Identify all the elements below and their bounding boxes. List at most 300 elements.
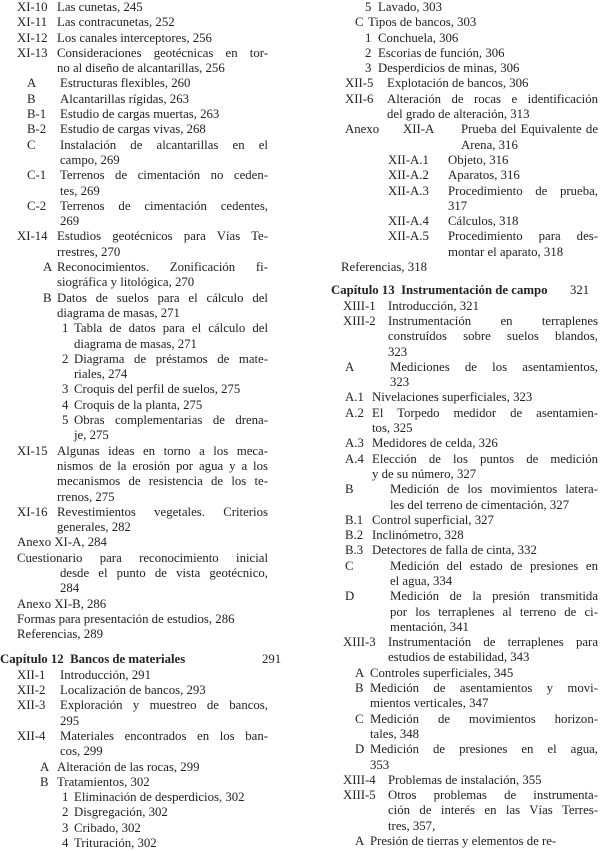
toc-entry[interactable] <box>0 76 268 91</box>
entry-line: no al diseño de alcantarillas, 256 <box>57 61 225 76</box>
entry-number: 3 <box>62 820 69 835</box>
toc-entry[interactable] <box>0 107 268 122</box>
toc-entry[interactable] <box>0 92 268 107</box>
entry-line: Introducción, 291 <box>60 667 151 682</box>
toc-entry[interactable] <box>0 413 268 444</box>
entry-line: Conchuela, 306 <box>378 30 459 45</box>
entry-line: Inclinómetro, 328 <box>372 528 464 543</box>
entry-line: Croquis de la planta, 275 <box>74 397 203 412</box>
entry-line: Reconocimientos. Zonificación fi- <box>57 260 268 275</box>
entry-number: 3 <box>62 382 69 397</box>
entry-title <box>57 15 268 30</box>
entry-line: Terrenos de cimentación cedentes, <box>60 198 268 213</box>
entry-number: B.3 <box>345 543 364 558</box>
toc-left-column <box>0 0 282 851</box>
entry-line: Escorias de función, 306 <box>378 45 505 60</box>
entry-number: 2 <box>365 45 372 60</box>
entry-title <box>57 505 268 536</box>
entry-line: Datos de suelos para el cálculo del <box>57 290 268 305</box>
entry-line: Medición del estado de presiones en <box>390 558 598 573</box>
entry-line: Medición de la presión transmitida <box>390 589 598 604</box>
toc-entry[interactable] <box>330 513 598 528</box>
chapter-heading[interactable] <box>330 283 598 298</box>
entry-title <box>388 299 598 314</box>
entry-line: tes, 269 <box>60 183 100 198</box>
entry-number: 1 <box>62 790 69 805</box>
toc-entry[interactable] <box>330 46 598 61</box>
toc-entry[interactable] <box>0 627 268 642</box>
entry-line: Tabla de datos para el cálculo del <box>74 321 268 336</box>
entry-line: Disgregación, 302 <box>74 805 168 820</box>
toc-entry[interactable] <box>0 199 268 230</box>
toc-entry[interactable] <box>330 742 598 773</box>
entry-title <box>57 444 268 505</box>
entry-line: Cuestionario para reconocimiento inicial <box>17 550 268 565</box>
entry-line: Objeto, 316 <box>448 152 509 167</box>
entry-title <box>60 92 268 107</box>
entry-number: 1 <box>62 321 69 336</box>
entry-line: Alteración de las rocas, 299 <box>57 759 200 774</box>
entry-line: Obras complementarias de drena- <box>74 413 268 428</box>
entry-title <box>372 543 598 558</box>
entry-line: 317 <box>448 198 468 213</box>
entry-title <box>387 76 598 91</box>
toc-entry[interactable] <box>330 153 598 168</box>
entry-line: Tratamientos, 302 <box>57 774 150 789</box>
toc-entry[interactable] <box>0 775 268 790</box>
toc-entry[interactable] <box>330 168 598 183</box>
toc-entry[interactable] <box>330 834 598 849</box>
entry-number: A.3 <box>345 436 364 451</box>
entry-number: XI-11 <box>17 15 48 30</box>
entry-line: Alteración de rocas e identificación <box>387 91 598 106</box>
entry-line: Aparatos, 316 <box>448 168 520 183</box>
chapter-label: Capítulo 13 <box>331 283 395 298</box>
entry-title <box>388 635 598 666</box>
toc-entry[interactable] <box>0 229 268 260</box>
toc-entry[interactable] <box>330 314 598 360</box>
toc-entry[interactable] <box>0 790 268 805</box>
entry-line: Problemas de instalación, 355 <box>388 772 542 787</box>
entry-title <box>57 760 268 775</box>
entry-line: estudios de estabilidad, 343 <box>388 650 530 665</box>
entry-title <box>17 550 268 597</box>
toc-entry[interactable] <box>330 681 598 712</box>
entry-line: Medición de movimientos horizon- <box>370 711 598 726</box>
entry-number: A <box>355 834 365 849</box>
entry-title <box>370 666 598 681</box>
entry-line: Lavado, 303 <box>378 0 442 14</box>
entry-title <box>17 611 268 627</box>
entry-title <box>74 382 268 397</box>
toc-entry[interactable] <box>330 76 598 91</box>
entry-number: B.2 <box>345 528 364 543</box>
toc-entry[interactable] <box>0 683 268 698</box>
entry-title <box>370 712 598 743</box>
entry-line: Exploración y muestreo de bancos, <box>60 698 268 713</box>
entry-line: desde el punto de vista geotécnico, <box>60 565 268 580</box>
toc-right-column <box>330 0 598 849</box>
entry-title <box>57 260 268 291</box>
entry-number: A <box>40 759 50 774</box>
chapter-page: 291 <box>262 652 282 667</box>
entry-line: cos, 299 <box>60 744 103 759</box>
entry-title <box>57 291 268 322</box>
entry-line: Control superficial, 327 <box>372 512 494 527</box>
toc-entry[interactable] <box>330 589 598 635</box>
entry-number: A <box>345 359 355 374</box>
entry-line: Explotación de bancos, 306 <box>387 76 529 91</box>
entry-line: Instrumentación de terraplenes para <box>388 635 598 650</box>
entry-title <box>448 153 598 168</box>
entry-number: C <box>355 711 364 726</box>
entry-title <box>368 15 598 30</box>
toc-entry[interactable] <box>0 31 268 46</box>
entry-title <box>60 698 268 729</box>
entry-title <box>17 596 268 612</box>
entry-number: A.4 <box>345 451 364 466</box>
entry-title <box>390 559 598 590</box>
entry-number: B-2 <box>27 122 47 137</box>
entry-number: XII-2 <box>17 683 46 698</box>
entry-line: Instrumentación en terraplenes <box>388 313 598 328</box>
entry-number: 2 <box>62 805 69 820</box>
toc-entry[interactable] <box>330 299 598 314</box>
entry-title <box>390 589 598 635</box>
entry-title <box>448 168 598 183</box>
entry-title <box>60 138 268 169</box>
entry-title <box>370 681 598 712</box>
entry-title <box>17 535 268 550</box>
entry-title <box>74 805 268 820</box>
entry-number: A <box>27 76 37 91</box>
entry-line: Procedimiento para des- <box>448 229 598 244</box>
entry-number: C <box>27 137 36 152</box>
toc-entry[interactable] <box>0 15 268 30</box>
entry-line: 323 <box>388 344 408 359</box>
entry-line: mentación, 341 <box>390 619 469 634</box>
toc-entry[interactable] <box>330 635 598 666</box>
entry-title <box>390 360 598 391</box>
toc-entry[interactable] <box>0 551 268 597</box>
entry-line: Alcantarillas rígidas, 263 <box>60 91 189 106</box>
entry-title <box>60 122 268 137</box>
entry-line: Anexo XI-A, 284 <box>17 535 107 550</box>
entry-line: je, 275 <box>74 428 109 443</box>
entry-line: Las contracunetas, 252 <box>57 15 175 30</box>
entry-number: XI-15 <box>17 443 48 458</box>
entry-line: 269 <box>60 214 80 229</box>
toc-entry[interactable] <box>0 382 268 397</box>
toc-entry[interactable] <box>330 528 598 543</box>
entry-title <box>372 452 598 483</box>
chapter-page: 321 <box>570 283 590 298</box>
entry-number: XI-12 <box>17 30 48 45</box>
entry-line: Elección de los puntos de medición <box>372 451 598 466</box>
toc-entry[interactable] <box>0 398 268 413</box>
entry-line: riales, 274 <box>74 367 128 382</box>
entry-number: B.1 <box>345 512 364 527</box>
entry-title <box>60 199 268 230</box>
toc-entry[interactable] <box>330 559 598 590</box>
toc-entry[interactable] <box>0 138 268 169</box>
toc-entry[interactable] <box>0 291 268 322</box>
entry-number: XII-3 <box>17 698 46 713</box>
toc-entry[interactable] <box>330 61 598 76</box>
entry-line: Introducción, 321 <box>388 298 479 313</box>
entry-title <box>372 390 598 405</box>
entry-title <box>390 482 598 513</box>
entry-title <box>370 742 598 773</box>
entry-line: Cribado, 302 <box>74 820 141 835</box>
toc-entry[interactable] <box>0 168 268 199</box>
entry-line: por los terraplenes al terreno de ci- <box>390 604 598 619</box>
chapter-title: Instrumentación de campo <box>401 283 548 298</box>
toc-entry[interactable] <box>330 214 598 229</box>
entry-number: XIII-1 <box>343 298 376 313</box>
entry-line: 295 <box>60 713 80 728</box>
entry-number: B <box>40 774 49 789</box>
entry-line: Tipos de bancos, 303 <box>368 15 477 30</box>
toc-entry[interactable] <box>0 612 268 627</box>
entry-number: B <box>345 482 354 497</box>
toc-entry[interactable] <box>330 712 598 743</box>
entry-number: XII-1 <box>17 667 46 682</box>
entry-number: 4 <box>62 836 69 851</box>
entry-title <box>378 0 598 15</box>
entry-line: Formas para presentación de estudios, 286 <box>17 611 235 626</box>
references-line: Referencias, 318 <box>341 260 427 275</box>
toc-entry[interactable] <box>0 505 268 536</box>
entry-number: B <box>27 91 36 106</box>
entry-number: XI-13 <box>17 45 48 60</box>
toc-entry[interactable] <box>0 444 268 505</box>
toc-entry[interactable] <box>0 0 268 15</box>
entry-line: Estructuras flexibles, 260 <box>60 76 191 91</box>
entry-title <box>57 46 268 77</box>
entry-line: Medición de presiones en el agua, <box>370 742 598 757</box>
entry-line: mientos verticales, 347 <box>370 696 489 711</box>
toc-entry[interactable] <box>330 452 598 483</box>
toc-entry[interactable] <box>330 543 598 558</box>
entry-title <box>378 31 598 46</box>
entry-line: ción de interés en las Vías Terres- <box>388 803 598 818</box>
entry-number: XI-16 <box>17 504 48 519</box>
toc-entry[interactable] <box>330 260 598 275</box>
entry-number: XIII-4 <box>343 772 376 787</box>
entry-line: Detectores de falla de cinta, 332 <box>372 543 537 558</box>
entry-title <box>74 352 268 383</box>
entry-title <box>378 46 598 61</box>
entry-title <box>60 729 268 760</box>
entry-line: siográfica y litológica, 270 <box>57 275 195 290</box>
entry-number: 3 <box>365 61 372 76</box>
toc-entry[interactable] <box>330 482 598 513</box>
entry-title <box>17 627 268 642</box>
entry-line: tos, 325 <box>372 421 413 436</box>
entry-line: montar el aparato, 318 <box>448 244 564 259</box>
entry-number: D <box>345 589 355 604</box>
entry-number: XII-4 <box>17 728 46 743</box>
entry-line: Controles superficiales, 345 <box>370 665 514 680</box>
toc-entry[interactable] <box>330 436 598 451</box>
entry-line: Consideraciones geotécnicas en tor- <box>57 45 268 60</box>
toc-entry[interactable] <box>330 0 598 15</box>
entry-number: C-2 <box>27 198 47 213</box>
entry-line: rrestres, 270 <box>57 244 121 259</box>
toc-entry[interactable] <box>330 360 598 391</box>
toc-entry[interactable] <box>0 597 268 612</box>
entry-number: XII-A <box>403 122 435 137</box>
entry-line: Arena, 316 <box>461 137 518 152</box>
toc-entry[interactable] <box>330 184 598 215</box>
entry-number: C-1 <box>27 168 47 183</box>
entry-title <box>60 107 268 122</box>
entry-line: tres, 357, <box>388 818 436 833</box>
entry-number: XI-14 <box>17 229 48 244</box>
entry-number: B <box>355 681 364 696</box>
entry-title <box>60 683 268 698</box>
entry-title <box>372 406 598 437</box>
toc-entry[interactable] <box>0 46 268 77</box>
toc-entry[interactable] <box>330 15 598 30</box>
entry-line: mecanismos de resistencia de los te- <box>57 474 268 489</box>
entry-title <box>372 436 598 451</box>
entry-line: Localización de bancos, 293 <box>60 683 206 698</box>
chapter-title: Bancos de materiales <box>70 652 186 667</box>
entry-title <box>57 31 268 46</box>
toc-entry[interactable] <box>0 535 268 550</box>
entry-line: Estudios geotécnicos para Vías Te- <box>57 229 268 244</box>
toc-entry[interactable] <box>0 729 268 760</box>
entry-line: Croquis del perfil de suelos, 275 <box>74 382 241 397</box>
entry-line: 353 <box>370 757 390 772</box>
toc-entry[interactable] <box>330 788 598 834</box>
entry-number: A.2 <box>345 405 364 420</box>
entry-number: A <box>43 260 53 275</box>
entry-number: C <box>355 15 364 30</box>
toc-entry[interactable] <box>330 122 598 153</box>
toc-entry[interactable] <box>0 805 268 820</box>
entry-line: 284 <box>60 581 80 596</box>
entry-line: Estudio de cargas vivas, 268 <box>60 122 206 137</box>
entry-line: Terrenos de cimentación no ceden- <box>60 168 268 183</box>
toc-entry[interactable] <box>0 260 268 291</box>
entry-number: XII-5 <box>345 76 374 91</box>
entry-number: C <box>345 558 354 573</box>
entry-line: Medición de los movimientos latera- <box>390 482 598 497</box>
toc-entry[interactable] <box>0 698 268 729</box>
toc-entry[interactable] <box>330 31 598 46</box>
entry-line: Medición de asentamientos y movi- <box>370 681 598 696</box>
entry-title <box>60 76 268 91</box>
entry-title <box>378 61 598 76</box>
toc-entry[interactable] <box>0 321 268 352</box>
toc-entry[interactable] <box>0 760 268 775</box>
entry-number: XIII-5 <box>343 788 376 803</box>
entry-number: XII-A.3 <box>388 183 429 198</box>
entry-title <box>448 214 598 229</box>
entry-number: A <box>355 665 365 680</box>
entry-number: XII-A.4 <box>388 214 429 229</box>
entry-line: Mediciones de los asentamientos, <box>390 359 598 374</box>
toc-entry[interactable] <box>330 229 598 260</box>
toc-entry[interactable] <box>330 390 598 405</box>
entry-title <box>448 184 598 215</box>
entry-number: XII-6 <box>345 91 374 106</box>
toc-entry[interactable] <box>330 406 598 437</box>
entry-title <box>461 122 598 153</box>
entry-line: Desperdicios de minas, 306 <box>378 61 520 76</box>
entry-line: y de su número, 327 <box>372 466 477 481</box>
entry-line: tales, 348 <box>370 726 420 741</box>
entry-title <box>372 528 598 543</box>
entry-line: Algunas ideas en torno a los meca- <box>57 443 268 458</box>
entry-line: Diagrama de préstamos de mate- <box>74 351 268 366</box>
entry-line: Revestimientos vegetales. Criterios <box>57 504 268 519</box>
entry-number: XII-A.5 <box>388 229 429 244</box>
chapter-label: Capítulo 12 <box>0 652 64 667</box>
entry-title <box>74 821 268 836</box>
entry-line: Las cunetas, 245 <box>57 0 143 14</box>
entry-title <box>387 92 598 123</box>
entry-line: Cálculos, 318 <box>448 214 519 229</box>
toc-entry[interactable] <box>0 668 268 683</box>
entry-title <box>448 229 598 260</box>
entry-number: XIII-2 <box>343 313 376 328</box>
entry-line: Nivelaciones superficiales, 323 <box>372 390 533 405</box>
entry-line: Referencias, 289 <box>17 627 103 642</box>
entry-line: Instalación de alcantarillas en el <box>60 137 268 152</box>
entry-title <box>74 790 268 805</box>
toc-entry[interactable] <box>330 773 598 788</box>
toc-entry[interactable] <box>0 821 268 836</box>
chapter-heading[interactable] <box>0 652 282 667</box>
entry-line: diagrama de masas, 271 <box>74 336 197 351</box>
entry-title <box>370 834 598 849</box>
entry-line: Presión de tierras y elementos de re- <box>370 834 557 849</box>
entry-title <box>57 229 268 260</box>
toc-entry[interactable] <box>0 352 268 383</box>
entry-title <box>74 413 268 444</box>
entry-line: generales, 282 <box>57 520 131 535</box>
toc-entry[interactable] <box>330 92 598 123</box>
entry-line: nismos de la erosión por agua y a los <box>57 458 268 473</box>
entry-line: El Torpedo medidor de asentamien- <box>372 405 598 420</box>
entry-number: XIII-3 <box>343 635 376 650</box>
entry-title <box>74 398 268 413</box>
entry-title <box>372 513 598 528</box>
entry-number: 2 <box>62 351 69 366</box>
entry-title <box>388 314 598 360</box>
entry-line: campo, 269 <box>60 152 120 167</box>
entry-line: Medidores de celda, 326 <box>372 436 498 451</box>
entry-number: B-1 <box>27 107 47 122</box>
entry-title <box>57 0 268 15</box>
entry-line: les del terreno de cimentación, 327 <box>390 497 570 512</box>
entry-line: Procedimiento de prueba, <box>448 183 598 198</box>
annex-label: Anexo <box>345 122 380 137</box>
entry-line: Prueba del Equivalente de <box>461 122 598 137</box>
entry-title <box>60 668 268 683</box>
entry-number: 1 <box>365 30 372 45</box>
toc-entry[interactable] <box>0 122 268 137</box>
entry-line: Eliminación de desperdicios, 302 <box>74 790 245 805</box>
entry-number: B <box>43 290 52 305</box>
toc-entry[interactable] <box>330 666 598 681</box>
entry-line: Materiales encontrados en los ban- <box>60 728 268 743</box>
entry-line: el agua, 334 <box>390 573 453 588</box>
